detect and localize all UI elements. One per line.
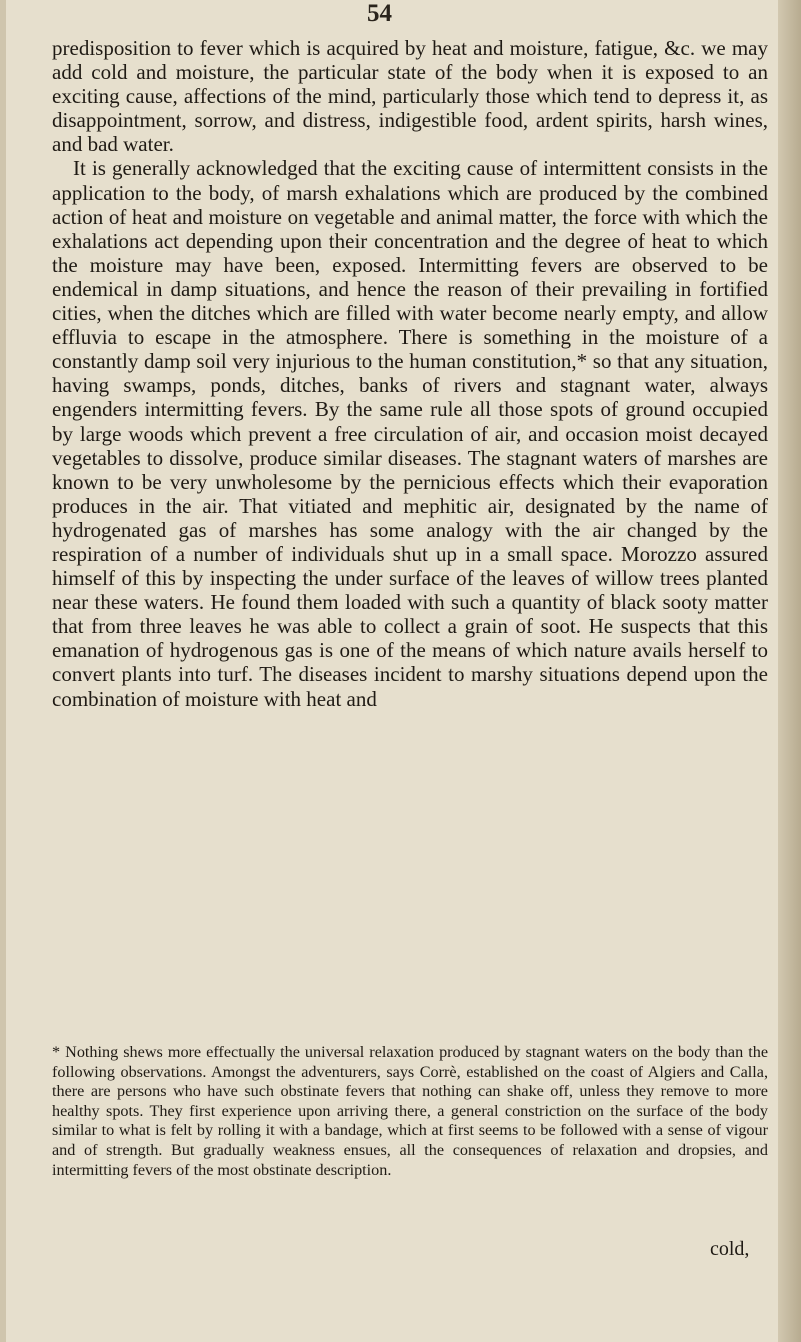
page-gutter	[0, 0, 6, 1342]
paragraph-1: predisposition to fever which is acquired by heat and moisture, fatigue, &c. we may add cold and moisture, the particular state of the body when it is exposed to an exciting cause, affections of the mind, particularly those which tend to depress it, as disappointment, sorrow, and distress, indigestible food, ardent spirits, harsh wines, and bad water.	[52, 36, 768, 157]
body-text	[52, 36, 768, 711]
footnote: * Nothing shews more effectually the universal relaxation produced by stagnant waters on the body than the following observations. Amongst the adventurers, says Corrè, established on the coast of Algiers and Calla, there are persons who have such obstinate fevers that nothing can shake off, unless they remove to more healthy spots. They first experience upon arriving there, a general constriction on the surface of the body similar to what is felt by rolling it with a bandage, which at first seems to be followed with a sense of vigour and of strength. But gradually weakness ensues, all the consequences of relaxation and dropsies, and intermitting fevers of the most obstinate description.	[52, 1043, 768, 1179]
catchword: cold,	[710, 1238, 750, 1260]
page-number: 54	[367, 0, 392, 27]
page-edge	[778, 0, 801, 1342]
paragraph-2: It is generally acknowledged that the exciting cause of intermittent consists in the application to the body, of marsh exhalations which are produced by the combined action of heat and moisture on vegetable and animal matter, the force with which the exhalations act depending upon their concentration and the degree of heat to which the moisture may have been, exposed. Intermitting fevers are observed to be endemical in damp situations, and hence the reason of their prevailing in fortified cities, when the ditches which are filled with water become nearly empty, and allow effluvia to escape in the atmosphere. There is something in the moisture of a constantly damp soil very injurious to the human constitution,* so that any situation, having swamps, ponds, ditches, banks of rivers and stagnant water, always engenders intermitting fevers. By the same rule all those spots of ground occupied by large woods which prevent a free circulation of air, and occasion moist decayed vegetables to dissolve, produce similar diseases. The stagnant waters of marshes are known to be very unwholesome by the pernicious effects which their evaporation produces in the air. That vitiated and mephitic air, designated by the name of hydrogenated gas of marshes has some analogy with the air changed by the respiration of a number of individuals shut up in a small space. Morozzo assured himself of this by inspecting the under surface of the leaves of willow trees planted near these waters. He found them loaded with such a quantity of black sooty matter that from three leaves he was able to collect a grain of soot. He suspects that this emanation of hydrogenous gas is one of the means of which nature avails herself to convert plants into turf. The diseases incident to marshy situations depend upon the combination of moisture with heat and	[52, 156, 768, 711]
